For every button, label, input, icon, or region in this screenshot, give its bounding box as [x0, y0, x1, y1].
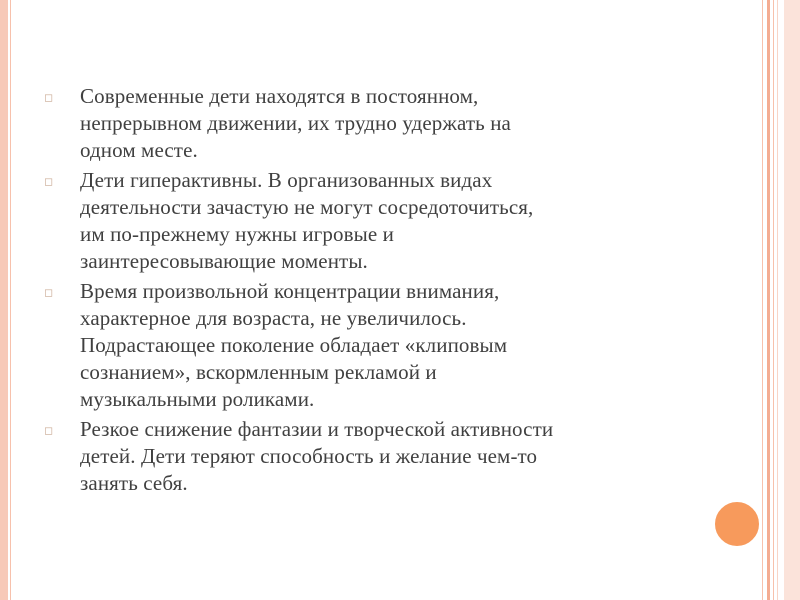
- frame-line-left: [10, 0, 11, 600]
- bullet-item: [44, 416, 699, 497]
- frame-line-right-2: [767, 0, 770, 600]
- square-bullet-icon: ◻: [44, 175, 54, 188]
- bullet-line: одном месте.: [80, 138, 198, 162]
- bullet-line: сознанием», вскормленным рекламой и: [80, 360, 437, 384]
- bullet-line: Подрастающее поколение обладает «клиповым: [80, 333, 508, 357]
- bullet-text: [80, 278, 507, 413]
- bullet-text: [80, 83, 511, 164]
- frame-line-right-3: [773, 0, 774, 600]
- bullet-line: Время произвольной концентрации внимания,: [80, 279, 500, 303]
- bullet-item: [44, 83, 699, 164]
- bullet-line: музыкальными роликами.: [80, 387, 315, 411]
- bullet-item: [44, 167, 699, 275]
- bullet-line: деятельности зачастую не могут сосредоточиться,: [80, 195, 534, 219]
- square-bullet-icon: ◻: [44, 424, 54, 437]
- bullet-line: Дети гиперактивны. В организованных видах: [80, 168, 493, 192]
- frame-line-right-4: [777, 0, 778, 600]
- right-border-decoration: [784, 0, 800, 600]
- bullet-line: им по-прежнему нужны игровые и: [80, 222, 394, 246]
- bullet-line: заинтересовывающие моменты.: [80, 249, 368, 273]
- bullet-line: характерное для возраста, не увеличилось.: [80, 306, 467, 330]
- bullet-line: занять себя.: [80, 471, 188, 495]
- bullet-text: [80, 167, 533, 275]
- frame-line-right-1: [762, 0, 763, 600]
- bullet-line: Современные дети находятся в постоянном,: [80, 84, 479, 108]
- bullet-item: [44, 278, 699, 413]
- bullet-line: непрерывном движении, их трудно удержать на: [80, 111, 511, 135]
- bullet-list: [44, 83, 699, 500]
- bullet-line: детей. Дети теряют способность и желание чем-то: [80, 444, 538, 468]
- orange-circle-icon: [713, 500, 761, 548]
- left-border-decoration: [0, 0, 8, 600]
- bullet-line: Резкое снижение фантазии и творческой активности: [80, 417, 554, 441]
- square-bullet-icon: ◻: [44, 286, 54, 299]
- bullet-text: [80, 416, 553, 497]
- square-bullet-icon: ◻: [44, 91, 54, 104]
